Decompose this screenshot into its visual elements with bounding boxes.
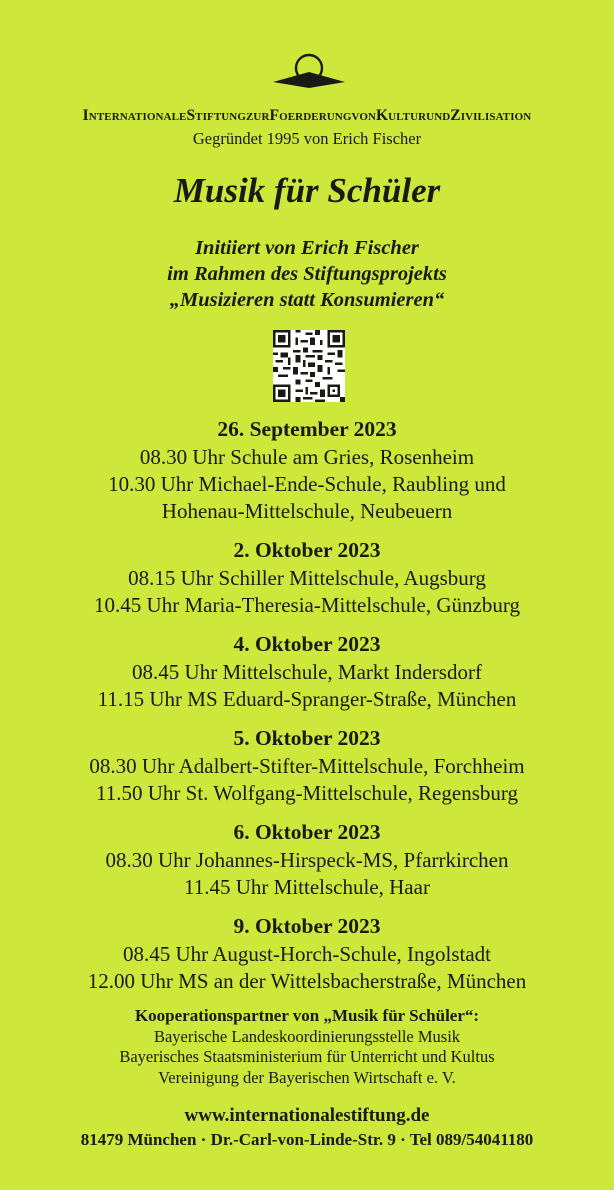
initiated-line: im Rahmen des Stiftungsprojekts bbox=[167, 263, 447, 285]
initiated-line: Initiiert von Erich Fischer bbox=[195, 237, 419, 259]
event-block bbox=[0, 536, 614, 619]
event-block bbox=[0, 630, 614, 713]
event-date: 5. Oktober 2023 bbox=[233, 726, 381, 750]
event-line: 08.45 Uhr August-Horch-Schule, Ingolstadt bbox=[122, 942, 492, 966]
event-line: 11.50 Uhr St. Wolfgang-Mittelschule, Regensburg bbox=[96, 781, 518, 805]
partners-title: Kooperationspartner von „Musik für Schüler“: bbox=[134, 1006, 480, 1025]
event-line: 10.45 Uhr Maria-Theresia-Mittelschule, Günzburg bbox=[94, 593, 520, 617]
partner-item: Vereinigung der Bayerischen Wirtschaft e. V. bbox=[158, 1067, 456, 1087]
initiated-line: „Musizieren statt Konsumieren“ bbox=[169, 289, 445, 311]
organization-name: InternationaleStiftungzurFoerderungvonKulturundZivilisation bbox=[82, 107, 532, 124]
qr-code-icon[interactable] bbox=[273, 330, 345, 402]
partner-item: Bayerisches Staatsministerium für Unterricht und Kultus bbox=[119, 1047, 495, 1066]
event-line: 11.45 Uhr Mittelschule, Haar bbox=[184, 875, 430, 899]
event-line: 08.30 Uhr Schule am Gries, Rosenheim bbox=[139, 445, 475, 469]
event-line: Hohenau-Mittelschule, Neubeuern bbox=[161, 499, 453, 523]
event-block bbox=[0, 724, 614, 807]
event-line: 08.15 Uhr Schiller Mittelschule, Augsburg bbox=[128, 566, 486, 590]
event-block bbox=[0, 912, 614, 995]
website-link[interactable]: www.internationalestiftung.de bbox=[184, 1105, 430, 1126]
founded-line: Gegründet 1995 von Erich Fischer bbox=[192, 129, 422, 148]
event-block bbox=[0, 818, 614, 901]
event-date: 26. September 2023 bbox=[217, 417, 397, 441]
cooperation-partners bbox=[0, 1006, 614, 1088]
event-line: 12.00 Uhr MS an der Wittelsbacherstraße, München bbox=[87, 969, 527, 993]
foundation-logo-icon bbox=[271, 52, 347, 92]
contact-address: 81479 München · Dr.-Carl-von-Linde-Str. 9 · Tel 089/54041180 bbox=[80, 1130, 534, 1149]
initiated-block bbox=[0, 235, 614, 313]
event-line: 11.15 Uhr MS Eduard-Spranger-Straße, München bbox=[97, 687, 517, 711]
page-title: Musik für Schüler bbox=[173, 171, 441, 210]
event-block bbox=[0, 415, 614, 525]
event-date: 2. Oktober 2023 bbox=[233, 538, 381, 562]
partner-item: Bayerische Landeskoordinierungsstelle Musik bbox=[153, 1026, 461, 1046]
event-line: 08.45 Uhr Mittelschule, Markt Indersdorf bbox=[132, 660, 482, 684]
event-line: 10.30 Uhr Michael-Ende-Schule, Raubling und bbox=[108, 472, 506, 496]
event-date: 9. Oktober 2023 bbox=[233, 914, 381, 938]
event-line: 08.30 Uhr Adalbert-Stifter-Mittelschule, Forchheim bbox=[89, 754, 525, 778]
event-date: 6. Oktober 2023 bbox=[233, 820, 381, 844]
event-schedule bbox=[0, 415, 614, 1006]
event-line: 08.30 Uhr Johannes-Hirspeck-MS, Pfarrkirchen bbox=[105, 848, 509, 872]
event-date: 4. Oktober 2023 bbox=[233, 632, 381, 656]
